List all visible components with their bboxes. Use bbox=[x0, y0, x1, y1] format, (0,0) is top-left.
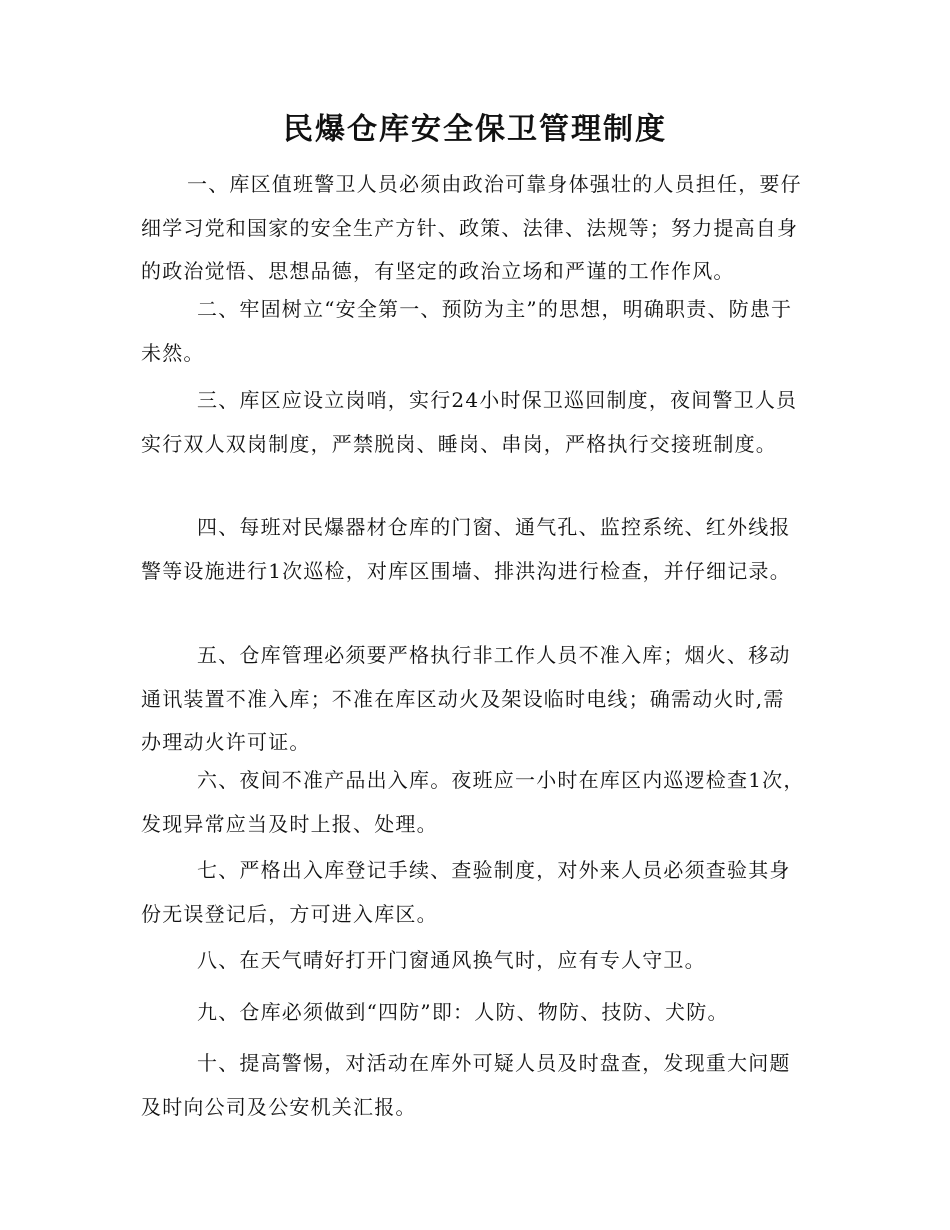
clause-8: 八、在天气晴好打开门窗通风换气时，应有专人守卫。 bbox=[197, 948, 706, 972]
clause-1: 一、库区值班警卫人员必须由政治可靠身体强壮的人员担任，要仔细学习党和国家的安全生产方针、政策、法律、法规等；努力提高自身的政治觉悟、思想品德，有坚定的政治立场和严谨的工作作风。 bbox=[141, 172, 802, 283]
clause-3: 三、库区应设立岗哨，实行24小时保卫巡回制度，夜间警卫人员实行双人双岗制度，严禁脱岗、睡岗、串岗，严格执行交接班制度。 bbox=[141, 388, 798, 456]
clause-10: 十、提高警惕，对活动在库外可疑人员及时盘查，发现重大问题及时向公司及公安机关汇报。 bbox=[141, 1051, 791, 1119]
clause-4: 四、每班对民爆器材仓库的门窗、通气孔、监控系统、红外线报警等设施进行1次巡检，对库区围墙、排洪沟进行检查，并仔细记录。 bbox=[141, 515, 791, 583]
document-title: 民爆仓库安全保卫管理制度 bbox=[283, 112, 667, 147]
clause-6: 六、夜间不准产品出入库。夜班应一小时在库区内巡逻检查1次，发现异常应当及时上报、处理。 bbox=[141, 768, 805, 836]
clause-9: 九、仓库必须做到“四防”即：人防、物防、技防、犬防。 bbox=[197, 1000, 729, 1024]
clause-2: 二、牢固树立“安全第一、预防为主”的思想，明确职责、防患于未然。 bbox=[141, 297, 793, 365]
clause-5: 五、仓库管理必须要严格执行非工作人员不准入库；烟火、移动通讯装置不准入库；不准在库区动火及架设临时电线；确需动火时,需办理动火许可证。 bbox=[141, 643, 791, 754]
clause-7: 七、严格出入库登记手续、查验制度，对外来人员必须查验其身份无误登记后，方可进入库区。 bbox=[141, 858, 791, 926]
